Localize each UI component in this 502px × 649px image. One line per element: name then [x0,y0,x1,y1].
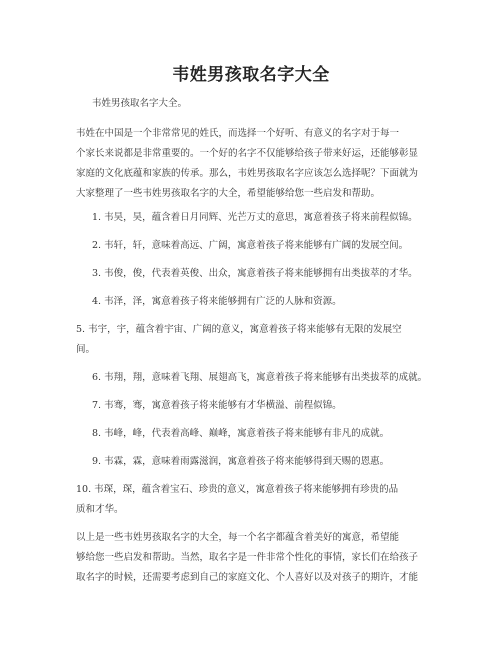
list-item-8: 8. 韦峰，峰，代表着高峰、巅峰，寓意着孩子将来能够有非凡的成就。 [92,428,390,439]
list-item-1: 1. 韦昊，昊，蕴含着日月同辉、光芒万丈的意思，寓意着孩子将来前程似锦。 [92,212,418,223]
intro-line: 韦姓男孩取名字大全。 [92,98,188,109]
list-item-6: 6. 韦翔，翔，意味着飞翔、展翅高飞，寓意着孩子将来能够有出类拔萃的成就。 [92,372,428,383]
list-item-4: 4. 韦泽，泽，寓意着孩子将来能够拥有广泛的人脉和资源。 [92,296,342,307]
intro-paragraph: 韦姓在中国是一个非常常见的姓氏，而选择一个好听、有意义的名字对于每一 个家长来说都是非常重要的。一个好的名字不仅能够给孩子带来好运，还能够彰显 家庭的文化底蕴和家族的传承。那么，韦姓男孩取名字应该怎么选择呢？下面就为 大家整理了一些韦姓男孩取名字的大全，希望能够给您一些启发和帮助。 [76,128,419,199]
list-item-10: 10. 韦琛，琛，蕴含着宝石、珍贵的意义，寓意着孩子将来能够拥有珍贵的品 质和才华。 [76,484,399,515]
list-item-5: 5. 韦宇，宇，蕴含着宇宙、广阔的意义，寓意着孩子将来能够有无限的发展空 间。 [76,324,402,355]
list-item-3: 3. 韦俊，俊，代表着英俊、出众，寓意着孩子将来能够拥有出类拔萃的才华。 [92,268,418,279]
closing-paragraph: 以上是一些韦姓男孩取名字的大全，每一个名字都蕴含着美好的寓意，希望能 够给您一些启发和帮助。当然，取名字是一件非常个性化的事情，家长们在给孩子 取名字的时候，还需要考虑到自己的家庭文化、个人喜好以及对孩子的期许，才能 [76,532,419,583]
list-item-9: 9. 韦霖，霖，意味着雨露滋润，寓意着孩子将来能够得到天赐的恩惠。 [92,456,390,467]
list-item-7: 7. 韦骞，骞，寓意着孩子将来能够有才华横溢、前程似锦。 [92,400,342,411]
list-item-2: 2. 韦轩，轩，意味着高远、广阔，寓意着孩子将来能够有广阔的发展空间。 [92,240,409,251]
document-title: 韦姓男孩取名字大全 [172,65,330,85]
